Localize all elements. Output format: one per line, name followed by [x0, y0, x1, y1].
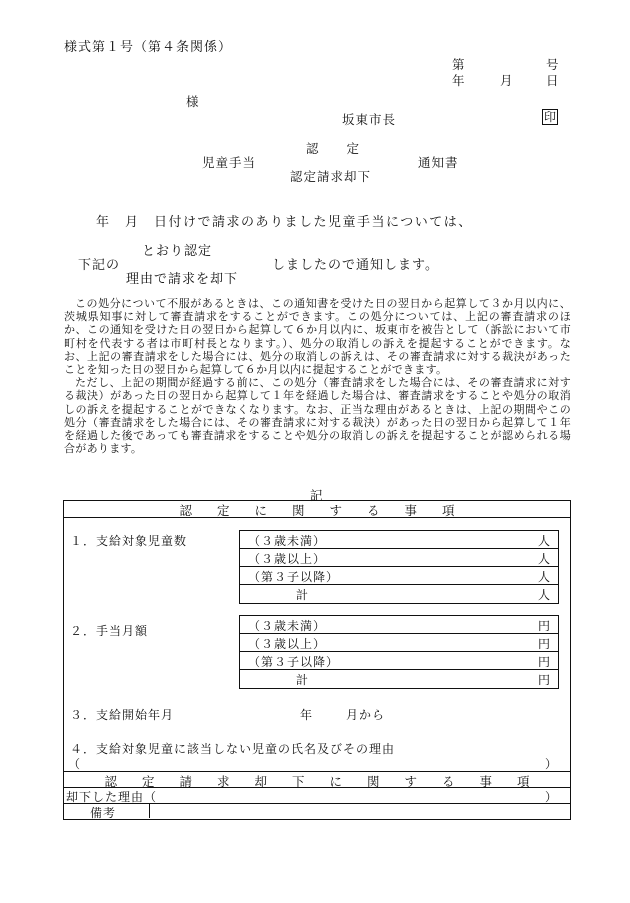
item-child-count-label: １．支給対象児童数 — [70, 534, 188, 548]
start-month-from-label: 月から — [346, 708, 386, 722]
item-ineligible-label: ４．支給対象児童に該当しない児童の氏名及びその理由 — [70, 742, 396, 756]
date-day: 日 — [546, 73, 560, 88]
remarks-divider — [149, 804, 150, 818]
body-line-2-right: しましたので通知します。 — [272, 258, 439, 273]
child-count-third-label: （第３子以降） — [248, 570, 340, 584]
ineligible-close-paren: ） — [545, 757, 559, 771]
amount-total-unit: 円 — [538, 673, 552, 687]
body-line-2-left: 下記の — [78, 258, 121, 273]
body-option-reject: 理由で請求を却下 — [126, 272, 239, 287]
section-rejection-title: 認 定 請 求 却 下 に 関 す る 事 項 — [104, 774, 530, 789]
number-suffix: 号 — [546, 57, 560, 72]
amount-under3-unit: 円 — [538, 619, 552, 633]
child-count-over3-unit: 人 — [538, 552, 552, 566]
amount-over3-unit: 円 — [538, 637, 552, 651]
divider — [64, 517, 570, 518]
number-label: 第 — [452, 57, 466, 72]
remarks-label: 備考 — [90, 806, 117, 820]
child-count-under3-label: （３歳未満） — [248, 534, 327, 548]
child-count-over3-label: （３歳以上） — [248, 552, 327, 566]
ki-heading: 記 — [310, 488, 324, 503]
title-top: 認 定 — [306, 141, 361, 156]
child-count-under3-unit: 人 — [538, 534, 552, 548]
amount-third-label: （第３子以降） — [248, 655, 340, 669]
addressee-suffix: 様 — [186, 94, 200, 109]
amount-under3-label: （３歳未満） — [248, 619, 327, 633]
child-count-total-unit: 人 — [538, 588, 552, 602]
date-year: 年 — [452, 73, 466, 88]
body-option-approve: とおり認定 — [142, 244, 213, 259]
title-left: 児童手当 — [202, 155, 257, 170]
child-count-third-unit: 人 — [538, 570, 552, 584]
start-year-label: 年 — [300, 708, 314, 722]
child-count-total-label: 計 — [296, 588, 310, 602]
title-right: 通知書 — [418, 155, 459, 170]
appeal-notice — [64, 297, 571, 455]
appeal-paragraph-1: この処分について不服があるときは、この通知書を受けた日の翌日から起算して３か月以内に、茨城県知事に対して審査請求をすることができます。この処分については、上記の審査請求のほか、この通知を受けた日の翌日から起算して６か月以内に、坂東市を被告として（訴訟において市町村を代表する者は市町村長となります。）、処分の取消しの訴えを提起することができます。なお、上記の審査請求をした場合には、処分の取消しの訴えは、その審査請求に対する裁決があったことを知った日の翌日から起算して６か月以内に提起することができます。 — [64, 297, 571, 377]
amount-over3-label: （３歳以上） — [248, 637, 327, 651]
rejection-reason-close-paren: ） — [545, 790, 559, 804]
section-approval-title: 認 定 に 関 す る 事 項 — [179, 503, 455, 518]
title-bottom: 認定請求却下 — [290, 169, 372, 184]
amount-third-unit: 円 — [538, 655, 552, 669]
form-label: 様式第１号（第４条関係） — [64, 40, 233, 55]
ineligible-open-paren: （ — [68, 757, 82, 771]
body-line-1: 年 月 日付けで請求のありました児童手当については、 — [96, 215, 473, 230]
item-start-month-label: ３．支給開始年月 — [70, 708, 175, 722]
date-month: 月 — [500, 73, 514, 88]
issuer-name: 坂東市長 — [342, 112, 397, 127]
appeal-paragraph-2: ただし、上記の期間が経過する前に、この処分（審査請求をした場合には、その審査請求に対する裁決）があった日の翌日から起算して１年を経過した場合は、審査請求をすることや処分の取消しの訴えを提起することができなくなります。なお、正当な理由があるときは、上記の期間やこの処分（審査請求をした場合には、その審査請求に対する裁決）があった日の翌日から起算して１年を経過した後であっても審査請求をすることや処分の取消しの訴えを提起することが認められる場合があります。 — [64, 376, 571, 456]
seal-mark: 印 — [544, 110, 557, 124]
divider — [64, 803, 570, 804]
item-monthly-amount-label: ２．手当月額 — [70, 624, 149, 638]
rejection-reason-label: 却下した理由（ — [66, 790, 158, 804]
amount-total-label: 計 — [296, 673, 310, 687]
